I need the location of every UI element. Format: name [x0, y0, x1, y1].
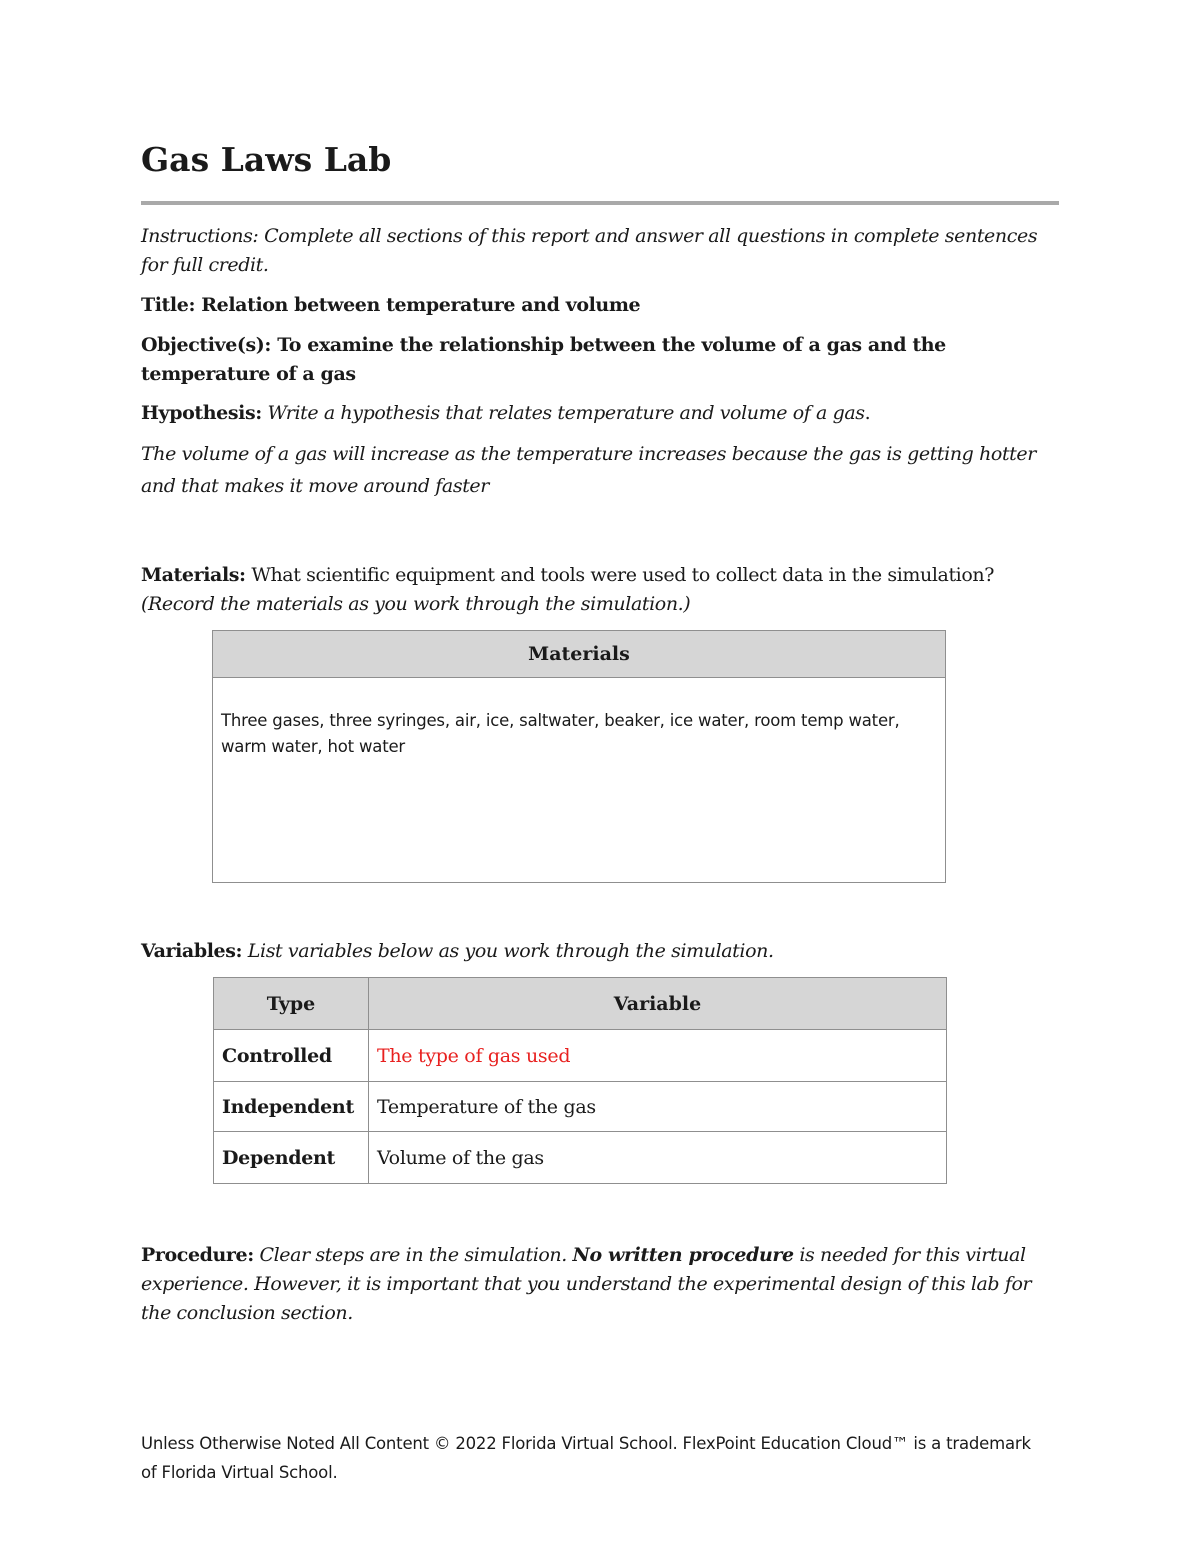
lab-title-label: Title: [141, 294, 196, 316]
materials-question: What scientific equipment and tools were used to collect data in the simulation? [251, 564, 995, 586]
materials-note: (Record the materials as you work through the simulation.) [141, 593, 691, 615]
variables-header-variable: Variable [369, 978, 947, 1030]
table-row [214, 1132, 947, 1184]
variables-header-type: Type [214, 978, 369, 1030]
title-divider [141, 201, 1059, 205]
variables-section [141, 937, 1059, 966]
materials-table [212, 630, 946, 883]
lab-title-value: Relation between temperature and volume [201, 294, 641, 316]
procedure-section [141, 1241, 1059, 1328]
procedure-text-end: is needed for this virtual experience. However, it is important that you understand the experimental design of this lab for the conclusion section. [141, 1244, 1032, 1324]
hypothesis-prompt-period: . [864, 402, 871, 424]
procedure-text-start: Clear steps are in the simulation. [259, 1244, 567, 1266]
hypothesis-prompt: Write a hypothesis that relates temperature and volume of a gas [267, 402, 865, 424]
procedure-text-bold: No written procedure [572, 1244, 794, 1266]
variables-prompt: List variables below as you work through the simulation. [247, 940, 774, 962]
table-row [214, 1082, 947, 1132]
instructions: Instructions: Complete all sections of this report and answer all questions in complete sentences for full credit. [141, 225, 1038, 276]
lab-title [141, 291, 1059, 320]
variable-value-cell: Temperature of the gas [369, 1082, 947, 1132]
materials-table-content: Three gases, three syringes, air, ice, saltwater, beaker, ice water, room temp water, warm water, hot water [213, 678, 946, 883]
copyright-footer: Unless Otherwise Noted All Content © 2022 Florida Virtual School. FlexPoint Education Cloud™ is a trademark of Florida Virtual School. [141, 1434, 1031, 1482]
materials-label: Materials: [141, 564, 246, 586]
variable-type-cell: Independent [214, 1082, 369, 1132]
table-row [214, 1030, 947, 1082]
variables-table [213, 977, 947, 1184]
variables-label: Variables: [141, 940, 243, 962]
objective-value: To examine the relationship between the volume of a gas and the temperature of a gas [141, 334, 946, 385]
hypothesis-label: Hypothesis: [141, 402, 262, 424]
variable-type-cell: Dependent [214, 1132, 369, 1184]
variable-value-cell: The type of gas used [369, 1030, 947, 1082]
page-title: Gas Laws Lab [141, 140, 392, 179]
variable-value-cell: Volume of the gas [369, 1132, 947, 1184]
hypothesis [141, 399, 1059, 428]
objective-label: Objective(s): [141, 334, 271, 356]
procedure-label: Procedure: [141, 1244, 254, 1266]
variable-type-cell: Controlled [214, 1030, 369, 1082]
materials-table-header: Materials [213, 631, 946, 678]
hypothesis-answer: The volume of a gas will increase as the temperature increases because the gas is getting hotter and that makes it move around faster [141, 443, 1036, 497]
objective [141, 331, 1059, 389]
materials-section [141, 561, 1059, 619]
